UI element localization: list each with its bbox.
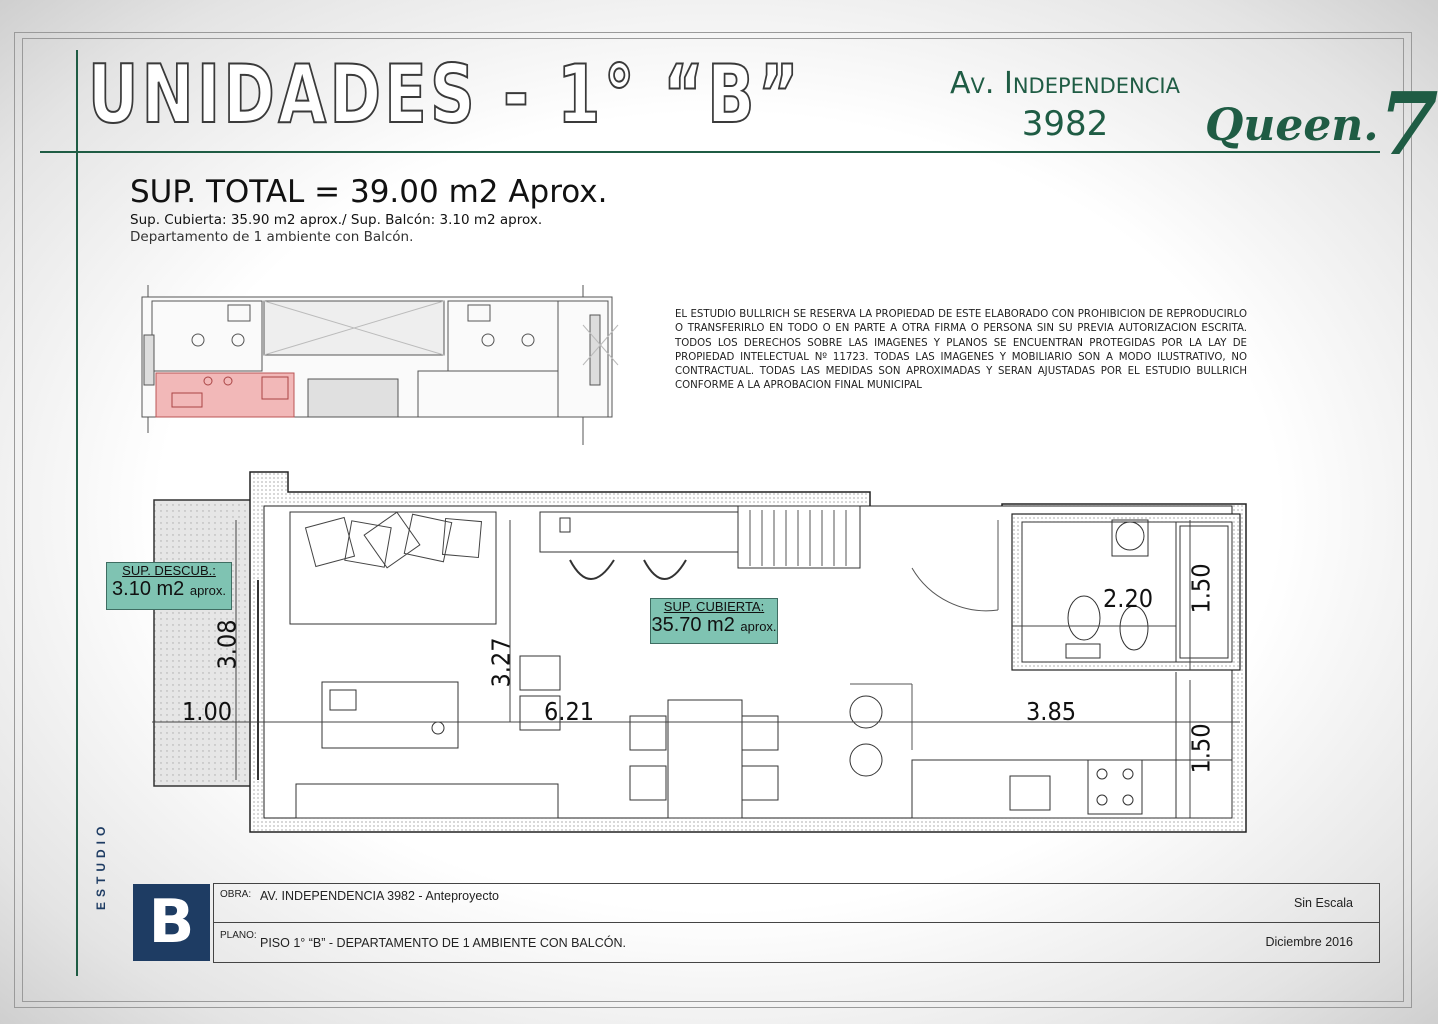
plano-value: PISO 1° “B” - DEPARTAMENTO DE 1 AMBIENTE CON BALCÓN. xyxy=(260,936,626,950)
brand-logo xyxy=(1205,60,1438,175)
unit-description: Departamento de 1 ambiente con Balcón. xyxy=(130,229,414,245)
address-street: Av. Independencia xyxy=(950,66,1180,101)
obra-value: AV. INDEPENDENCIA 3982 - Anteproyecto xyxy=(260,889,500,903)
dim-bath-depth: 1.50 xyxy=(1186,563,1216,614)
brand-name: Queen. xyxy=(1205,100,1379,151)
legal-notice: EL ESTUDIO BULLRICH SE RESERVA LA PROPIEDAD DE ESTE ELABORADO CON PROHIBICION DE REPRODUCIRLO O TRANSFERIRLO EN TODO O EN PARTE A OTRA FIRMA O PERSONA SIN SU PREVIA AUTORIZACION ESCRITA. TODOS LOS DERECHOS SOBRE LAS IMAGENES Y PLANOS SE ENCUENTRAN PROTEGIDAS POR LA LAY DE PROPIEDAD INTELECTUAL Nº 11723. TODAS LAS IMAGENES Y MOBILIARIO SON A MODO ILUSTRATIVO, NO CONTRACTUAL. TODAS LAS MEDIDAS SON APROXIMADAS Y SERAN AJUSTADAS POR EL ESTUDIO BULLRICH CONFORME A LA APROBACION FINAL MUNICIPAL xyxy=(675,309,1247,392)
dim-living-length: 6.21 xyxy=(544,697,595,726)
tag-uncovered-area xyxy=(106,562,232,610)
tag-covered-unit: aprox. xyxy=(740,619,777,634)
tag-covered-area xyxy=(650,598,778,644)
highlighted-unit xyxy=(156,373,294,417)
surface-detail: Sup. Cubierta: 35.90 m2 aprox./ Sup. Balcón: 3.10 m2 aprox. xyxy=(130,212,543,228)
tag-covered-heading: SUP. CUBIERTA: xyxy=(663,599,765,614)
dim-living-depth: 3.27 xyxy=(486,637,516,688)
scale-text: Sin Escala xyxy=(1293,896,1353,910)
frame-vertical-rule xyxy=(76,50,78,976)
studio-logo: B xyxy=(133,884,210,961)
studio-word: ESTUDIO xyxy=(94,821,108,910)
key-plan xyxy=(128,285,618,445)
brand-number: 7 xyxy=(1378,74,1438,175)
tag-covered-value: 35.70 m2 xyxy=(651,614,735,636)
header-rule xyxy=(40,151,1380,153)
tag-uncovered-heading: SUP. DESCUB.: xyxy=(122,563,216,578)
tag-uncovered-unit: aprox. xyxy=(189,583,226,598)
total-surface: SUP. TOTAL = 39.00 m2 Aprox. xyxy=(130,174,608,210)
dim-bath-width: 2.20 xyxy=(1103,584,1154,613)
title-block-divider xyxy=(214,922,1379,923)
dim-kitchen-length: 3.85 xyxy=(1026,697,1077,726)
page-title: UNIDADES - 1° “B” xyxy=(88,48,802,141)
title-block xyxy=(213,883,1380,963)
floor-plan xyxy=(140,460,1260,845)
date-text: Diciembre 2016 xyxy=(1265,935,1353,949)
address-number: 3982 xyxy=(1021,104,1109,144)
tag-uncovered-value: 3.10 m2 xyxy=(112,578,185,600)
plano-label: PLANO: xyxy=(220,930,257,941)
dim-balcony-width: 1.00 xyxy=(182,697,233,726)
obra-label: OBRA: xyxy=(220,889,252,900)
dim-kitchen-depth: 1.50 xyxy=(1186,723,1216,774)
dim-balcony-depth: 3.08 xyxy=(212,619,242,670)
